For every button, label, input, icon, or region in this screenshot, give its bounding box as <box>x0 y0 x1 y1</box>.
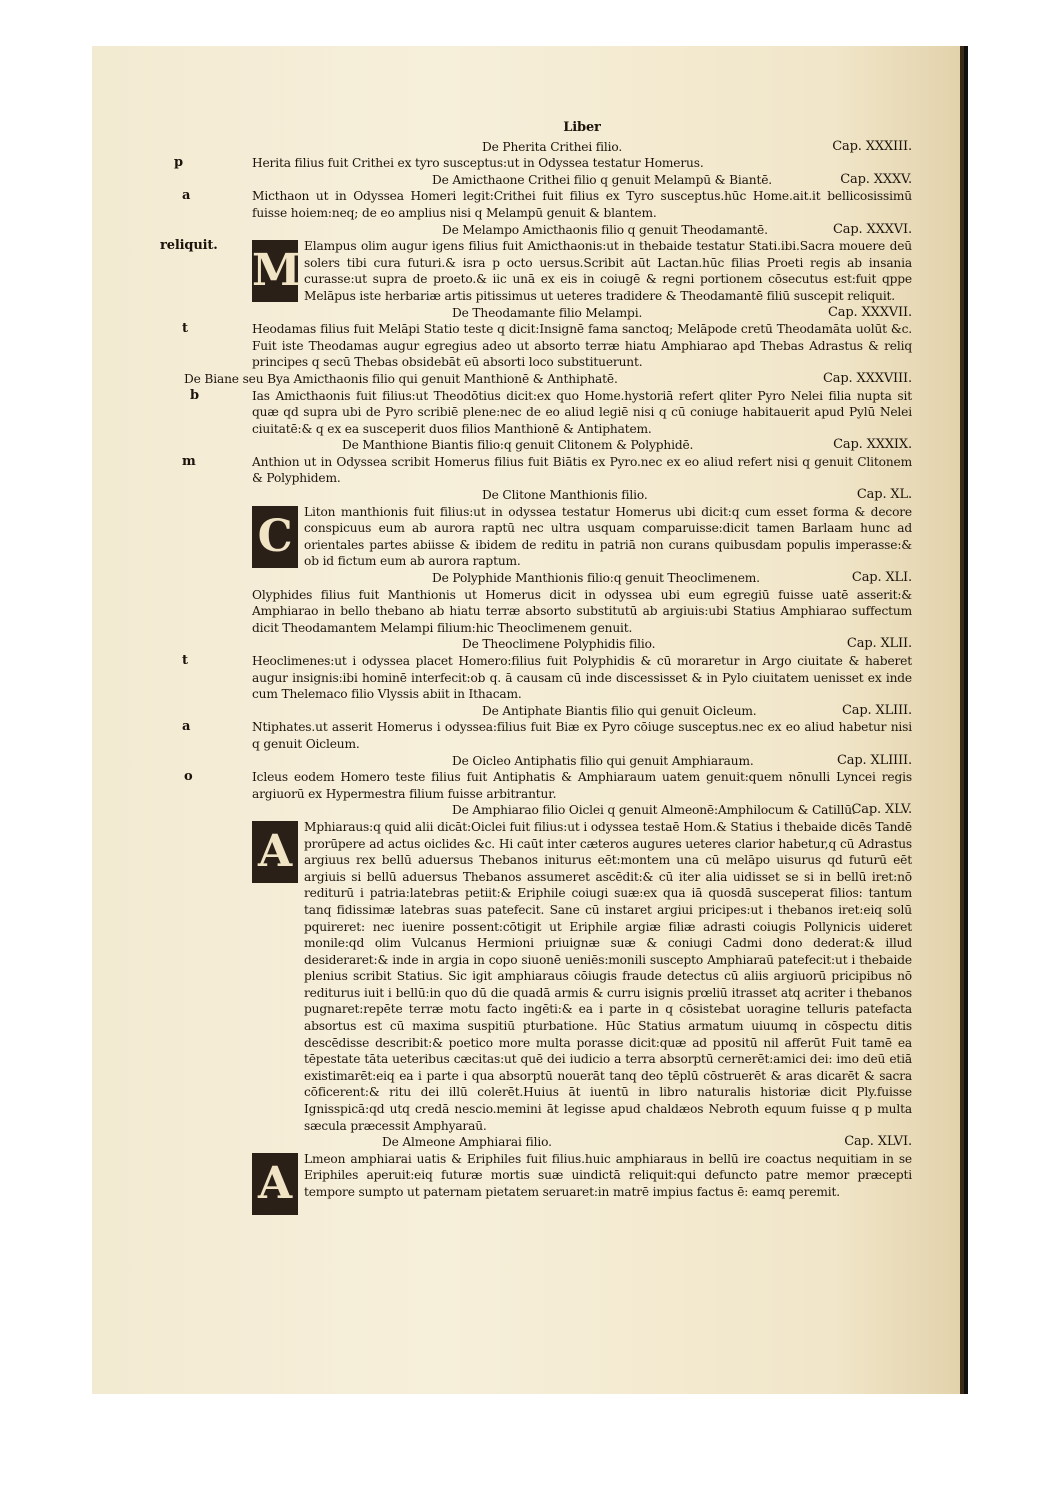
margin-note: b <box>190 387 199 403</box>
section-paragraph <box>182 453 912 487</box>
margin-note: t <box>182 653 188 668</box>
chapter-number: Cap. XXXVIII. <box>822 370 912 386</box>
chapter-number: Cap. XLV. <box>851 802 912 818</box>
section-heading <box>252 636 912 653</box>
section-title: De Almeone Amphiarai filio. <box>382 1135 552 1150</box>
chapter-number: Cap. XXXIX. <box>833 437 912 453</box>
paragraph-text: Anthion ut in Odyssea scribit Homerus filius fuit Biātis ex Pyro.nec ex eo aliud refert nisi q genuit Clitonem & Polyphidem. <box>252 454 912 486</box>
book-page <box>92 46 964 1394</box>
margin-note: a <box>182 188 191 204</box>
section-title: De Theodamante filio Melampi. <box>452 305 643 320</box>
section-paragraph <box>190 387 912 438</box>
paragraph-text: Heoclimenes:ut i odyssea placet Homero:filius fuit Polyphidis & cū moraretur in Argo ciuitate & haberet augur insignis:ibi hominē interfecit:ob q. ā causam cū inde discessisset & in Pylo ciuitatem uenisset ex inde cum Thelemaco filio Vlyssis abiit in Ithacam. <box>252 654 912 702</box>
section-paragraph <box>182 719 912 752</box>
section-paragraph <box>182 321 912 371</box>
section-heading <box>252 1134 912 1151</box>
paragraph-text: Lmeon amphiarai uatis & Eriphiles fuit filius.huic amphiaraus in bellū ire coactus nequitiam in se Eriphiles aperuit:eiq futuræ mortis suæ uindictā reliquit:qui defuncto patre memor præcepti tempore sumpto ut paternam pietatem seruaret:in matrē impius factus ē: eamq peremit. <box>304 1151 912 1199</box>
paragraph-text: Ias Amicthaonis fuit filius:ut Theodōtius dicit:ex quo Home.hystoriā refert qliter Pyro Nelei filia nupta sit quæ qd supra ubi de Pyro scribiē plene:nec de eo aliud legiē nisi q cū coniuge habitauerit apud Pylū Nelei ciuitatē:& q ex ea susceperit duos filios Manthionē & Antiphatem. <box>252 388 912 436</box>
margin-note: t <box>182 321 188 337</box>
section-title: De Oicleo Antiphatis filio qui genuit Amphiaraum. <box>452 753 754 768</box>
section-title: De Theoclimene Polyphidis filio. <box>462 637 656 652</box>
section-heading <box>252 570 912 587</box>
chapter-number: Cap. XXXVI. <box>832 221 912 237</box>
section-paragraph <box>182 653 912 703</box>
chapter-number: Cap. XLIII. <box>841 702 912 718</box>
margin-note: reliquit. <box>160 238 218 254</box>
paragraph-text: Ntiphates.ut asserit Homerus i odyssea:filius fuit Biæ ex Pyro cōiuge susceptus.nec ex eo aliud habetur nisi q genuit Oicleum. <box>252 720 912 751</box>
chapter-number: Cap. XXXVII. <box>827 304 912 320</box>
paragraph-text: Mphiaraus:q quid alii dicāt:Oiclei fuit filius:ut i odyssea testaē Hom.& Statius i thebaide dicēs Tandē prorūpere ad actus oiclides &c. Hi caūt inter cæteros augures ueteres clarior habetur,q cū Adrastus argiuus rex bellū aduersus Thebanos initurus eēt:montem una cū melāpo uisurus qd futurū eēt argiuis si bellū aduersus Thebanos assumeret ascēdit:& cū iter alia uidisset se si in bellū iret:nō rediturū i patria:latebras petiit:& Eriphile coiugi suæ:ex qua iā quosdā susceperat filios: tantum tanq fidissimæ latebras suas patefecit. Sane cū instaret argiui pricipes:ut i thebanos iret:eiq solū pquireret: nec iuenire possent:cōtigit ut Eriphile argiæ filiæ adrasti coiugis Pollynicis uideret monile:qd olim Vulcanus Hermioni priuignæ suæ & coniugi Cadmi dono dederat:& illud desideraret:& inde in argia in copo siuonē ueniēs:monili suscepto Amphiaraū patefecit:ut i thebaide plenius scribit Statius. Sic igit amphiaraus cōiugis fraude detectus cū aliis argiuorū pricipibus nō rediturus iuit i bellū:in quo dū die quadā armis & curru isignis prœliū itrasset atq acriter i thebanos pugnaret:repēte terræ motu facto ingēti:& ea i parte in q cōsistebat uoragine telluris patefacta absortus est cū maxima suspitiū pturbatione. Hūc Statius armatum uiuumq in cōspectu ditis descēdisse describit:& poetico more multa porasse dicit:quæ ad ppositū nil afferūt Fuit tamē ea tēpestate tāta ueteribus cæcitas:ut quē dei iudicio a terra absorptū cernerēt:amici dei: imo deū etiā existimarēt:eiq ea i parte i qua absorptū nouerāt tanq deo tēplū cōstruerēt & aras dicarēt & sacra cōficerent:& ritu dei illū colerēt.Huius āt iuentū in libro naturalis historiæ dicit Ply.fuisse Ignisspicā:qd utq credā nescio.memini āt legisse apud chaldæos Nebroth equum fuisse q p multa sæcula præcessit Amphyaraū. <box>304 819 912 1133</box>
margin-note: o <box>184 769 193 785</box>
paragraph-text: Herita filius fuit Crithei ex tyro susceptus:ut in Odyssea testatur Homerus. <box>252 156 704 171</box>
chapter-number: Cap. XXXV. <box>840 171 912 187</box>
section-heading <box>252 487 912 504</box>
page-text <box>160 120 912 1217</box>
sections-container <box>160 138 912 1217</box>
section-paragraph <box>160 238 912 304</box>
section-heading <box>252 703 912 720</box>
section-paragraph <box>174 155 912 172</box>
paragraph-text: Elampus olim augur igens filius fuit Amicthaonis:ut in thebaide testatur Stati.ibi.Sacra mouere deū solers tibi cura futuri.& isra p octo uersus.Scribit aūt Lactan.hūc filias Proeti regis ab insania curasse:ut supra de proeto.& iic unā ex eis in coiugē & regni portionem cōsecutus est:fuit qppe Melāpus iste herbariæ artis pitissimus ut ueteres tradidere & Theodamantē filiū suscepit reliquit. <box>304 239 912 303</box>
section-title: De Melampo Amicthaonis filio q genuit Theodamantē. <box>442 222 768 237</box>
section-paragraph <box>252 819 912 1134</box>
section-title: De Manthione Biantis filio:q genuit Clitonem & Polyphidē. <box>342 438 694 453</box>
section-title: De Pherita Crithei filio. <box>482 139 623 154</box>
chapter-number: Cap. XLIIII. <box>836 752 912 768</box>
section-heading <box>252 305 912 322</box>
section-title: De Polyphide Manthionis filio:q genuit Theoclimenem. <box>432 571 760 586</box>
drop-cap-initial: C <box>252 506 298 568</box>
section-heading <box>252 802 912 819</box>
margin-note: a <box>182 719 191 735</box>
section-title: De Clitone Manthionis filio. <box>482 488 648 503</box>
paragraph-text: Micthaon ut in Odyssea Homeri legit:Crithei fuit filius ex Tyro susceptus.hūc Home.ait.it bellicosissimū fuisse hoiem:neq; de eo amplius nisi q Melampū genuit & blantem. <box>252 189 912 220</box>
paragraph-text: Liton manthionis fuit filius:ut in odyssea testatur Homerus ubi dicit:q cum esset forma & decore conspicuus eum ab aurora raptū nec ultra usquam comparuisse:dicit tamen Barlaam hunc ad orientales partes abiisse & ibidem de reditu in patriā non curans quibusdam populis imperasse:& ob id fictum eum ab aurora raptum. <box>304 504 912 569</box>
section-heading <box>184 370 912 388</box>
chapter-number: Cap. XLVI. <box>844 1134 912 1150</box>
section-title: De Biane seu Bya Amicthaonis filio qui genuit Manthionē & Anthiphatē. <box>184 371 618 386</box>
section-heading <box>252 753 912 770</box>
drop-cap-initial: A <box>252 821 298 883</box>
section-heading <box>252 172 912 189</box>
scan-frame <box>92 46 968 1394</box>
chapter-number: Cap. XL. <box>856 487 912 503</box>
chapter-number: Cap. XXXIII. <box>832 138 912 154</box>
section-title: De Amicthaone Crithei filio q genuit Melampū & Biantē. <box>432 172 772 187</box>
margin-note: m <box>182 453 196 469</box>
paragraph-text: Olyphides filius fuit Manthionis ut Homerus dicit in odyssea ubi eum egregiū fuisse uatē asserit:& Amphiarao in bello thebano ab hiatu terræ absorto substitutū ab argiuis:ubi Statius Amphiarao suffectum dicit Theodamantem Melampi filium:hic Theoclimenem genuit. <box>252 587 912 635</box>
margin-note: p <box>174 155 183 171</box>
section-title: De Amphiarao filio Oiclei q genuit Almeonē:Amphilocum & Catillū. <box>452 803 856 818</box>
section-heading <box>252 437 912 454</box>
section-paragraph <box>252 504 912 570</box>
page-edge <box>960 46 964 1394</box>
chapter-number: Cap. XLII. <box>846 636 912 652</box>
chapter-number: Cap. XLI. <box>851 570 912 586</box>
section-paragraph <box>184 769 912 802</box>
section-heading <box>252 222 912 239</box>
drop-cap-initial: A <box>252 1153 298 1215</box>
section-title: De Antiphate Biantis filio qui genuit Oicleum. <box>482 703 757 718</box>
paragraph-text: Icleus eodem Homero teste filius fuit Antiphatis & Amphiaraum uatem genuit:quem nōnulli Lyncei regis argiuorū ex Hypermestra filium fuisse arbitrantur. <box>252 770 912 801</box>
section-heading <box>252 139 912 156</box>
section-paragraph <box>182 188 912 221</box>
drop-cap-initial: M <box>252 240 298 302</box>
section-paragraph <box>252 587 912 637</box>
paragraph-text: Heodamas filius fuit Melāpi Statio teste q dicit:Insignē fama sanctoq; Melāpode cretū Theodamāta uolūt &c. Fuit iste Theodamas augur egregius adeo ut absorto terræ hiatu Amphiarao apd Thebas Adrastus & reliq principes q secū Thebas obsidebāt eū absorti loco substituerunt. <box>252 322 912 370</box>
section-paragraph <box>252 1151 912 1217</box>
running-head: Liber <box>563 120 601 135</box>
